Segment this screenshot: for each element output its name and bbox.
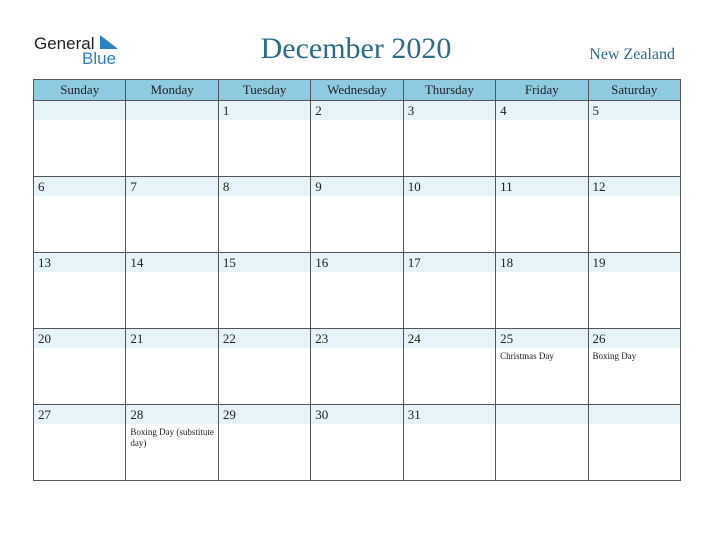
day-cell: [403, 177, 495, 253]
day-cell: [126, 101, 218, 177]
week-row: [34, 101, 681, 177]
day-number: 21: [130, 331, 144, 346]
day-cell: [126, 177, 218, 253]
day-cell: [34, 329, 126, 405]
day-number: 20: [38, 331, 51, 346]
weekday-header: Wednesday: [311, 80, 403, 101]
weekday-header: Sunday: [34, 80, 126, 101]
day-number: 18: [500, 255, 514, 270]
day-cell: [126, 329, 218, 405]
week-row: [34, 253, 681, 329]
day-cell: [588, 405, 680, 481]
weekday-header-row: [34, 80, 681, 101]
day-cell: [403, 101, 495, 177]
day-number: 7: [130, 179, 137, 194]
day-cell-band: [311, 177, 402, 196]
day-cell: [218, 329, 310, 405]
day-cell-band: [126, 177, 217, 196]
day-cell: [496, 329, 588, 405]
day-cell: [218, 177, 310, 253]
day-cell: [496, 405, 588, 481]
day-cell: [311, 329, 403, 405]
day-number: 8: [222, 179, 230, 194]
day-number: 27: [38, 407, 51, 422]
day-cell: [588, 101, 680, 177]
day-cell: [311, 253, 403, 329]
day-cell: [218, 101, 310, 177]
day-cell: [34, 253, 126, 329]
holiday-label: Christmas Day: [500, 351, 554, 361]
day-number: 2: [315, 103, 322, 118]
holiday-label: Boxing Day (substitute day): [130, 427, 214, 448]
day-cell: [403, 329, 495, 405]
day-number: 25: [500, 331, 514, 346]
day-cell-band: [34, 177, 125, 196]
day-number: 23: [315, 331, 329, 346]
day-number: 9: [315, 179, 322, 194]
day-number: 28: [130, 407, 144, 422]
day-number: 17: [407, 255, 421, 270]
day-number: 29: [222, 407, 236, 422]
day-cell-band: [496, 405, 587, 424]
page-title: December 2020: [260, 32, 452, 65]
week-row: [34, 177, 681, 253]
day-cell: [403, 253, 495, 329]
day-cell: [588, 253, 680, 329]
day-cell: [588, 329, 680, 405]
day-number: 5: [592, 103, 600, 118]
day-cell-band: [34, 101, 125, 120]
day-number: 14: [130, 255, 144, 270]
day-cell: [496, 253, 588, 329]
day-number: 26: [592, 331, 606, 346]
day-number: 4: [500, 103, 507, 118]
day-cell-band: [589, 101, 680, 120]
day-cell-band: [219, 177, 310, 196]
weekday-header: Monday: [126, 80, 218, 101]
day-cell: [126, 253, 218, 329]
weekday-header: Thursday: [403, 80, 495, 101]
week-row: [34, 405, 681, 481]
weekday-header: Tuesday: [218, 80, 310, 101]
day-cell: [218, 253, 310, 329]
day-cell: [496, 177, 588, 253]
day-cell: [311, 405, 403, 481]
day-cell-band: [126, 101, 217, 120]
calendar-grid: [33, 79, 681, 481]
day-cell-band: [404, 101, 495, 120]
day-number: 12: [592, 179, 606, 194]
day-number: 30: [315, 407, 329, 422]
day-number: 6: [38, 179, 45, 194]
day-number: 13: [38, 255, 51, 270]
day-cell: [311, 177, 403, 253]
day-cell: [218, 405, 310, 481]
day-cell: [403, 405, 495, 481]
weekday-header: Friday: [496, 80, 588, 101]
day-number: 3: [407, 103, 415, 118]
day-cell: [496, 101, 588, 177]
logo-text-general: General: [34, 34, 95, 53]
day-number: 1: [222, 103, 230, 118]
day-cell: [126, 405, 218, 481]
country-label: New Zealand: [589, 46, 675, 63]
day-number: 24: [407, 331, 421, 346]
day-number: 10: [407, 179, 421, 194]
day-cell: [311, 101, 403, 177]
day-cell: [34, 405, 126, 481]
day-cell: [34, 177, 126, 253]
day-cell-band: [219, 101, 310, 120]
day-number: 15: [222, 255, 236, 270]
day-number: 11: [500, 179, 513, 194]
day-number: 19: [592, 255, 606, 270]
day-number: 22: [222, 331, 236, 346]
day-cell: [34, 101, 126, 177]
day-cell-band: [589, 405, 680, 424]
day-cell-band: [496, 101, 587, 120]
day-cell: [588, 177, 680, 253]
holiday-label: Boxing Day: [592, 351, 637, 361]
weekday-header: Saturday: [588, 80, 680, 101]
week-row: [34, 329, 681, 405]
day-number: 31: [407, 407, 421, 422]
logo-text-blue: Blue: [82, 49, 117, 68]
day-number: 16: [315, 255, 329, 270]
day-cell-band: [311, 101, 402, 120]
